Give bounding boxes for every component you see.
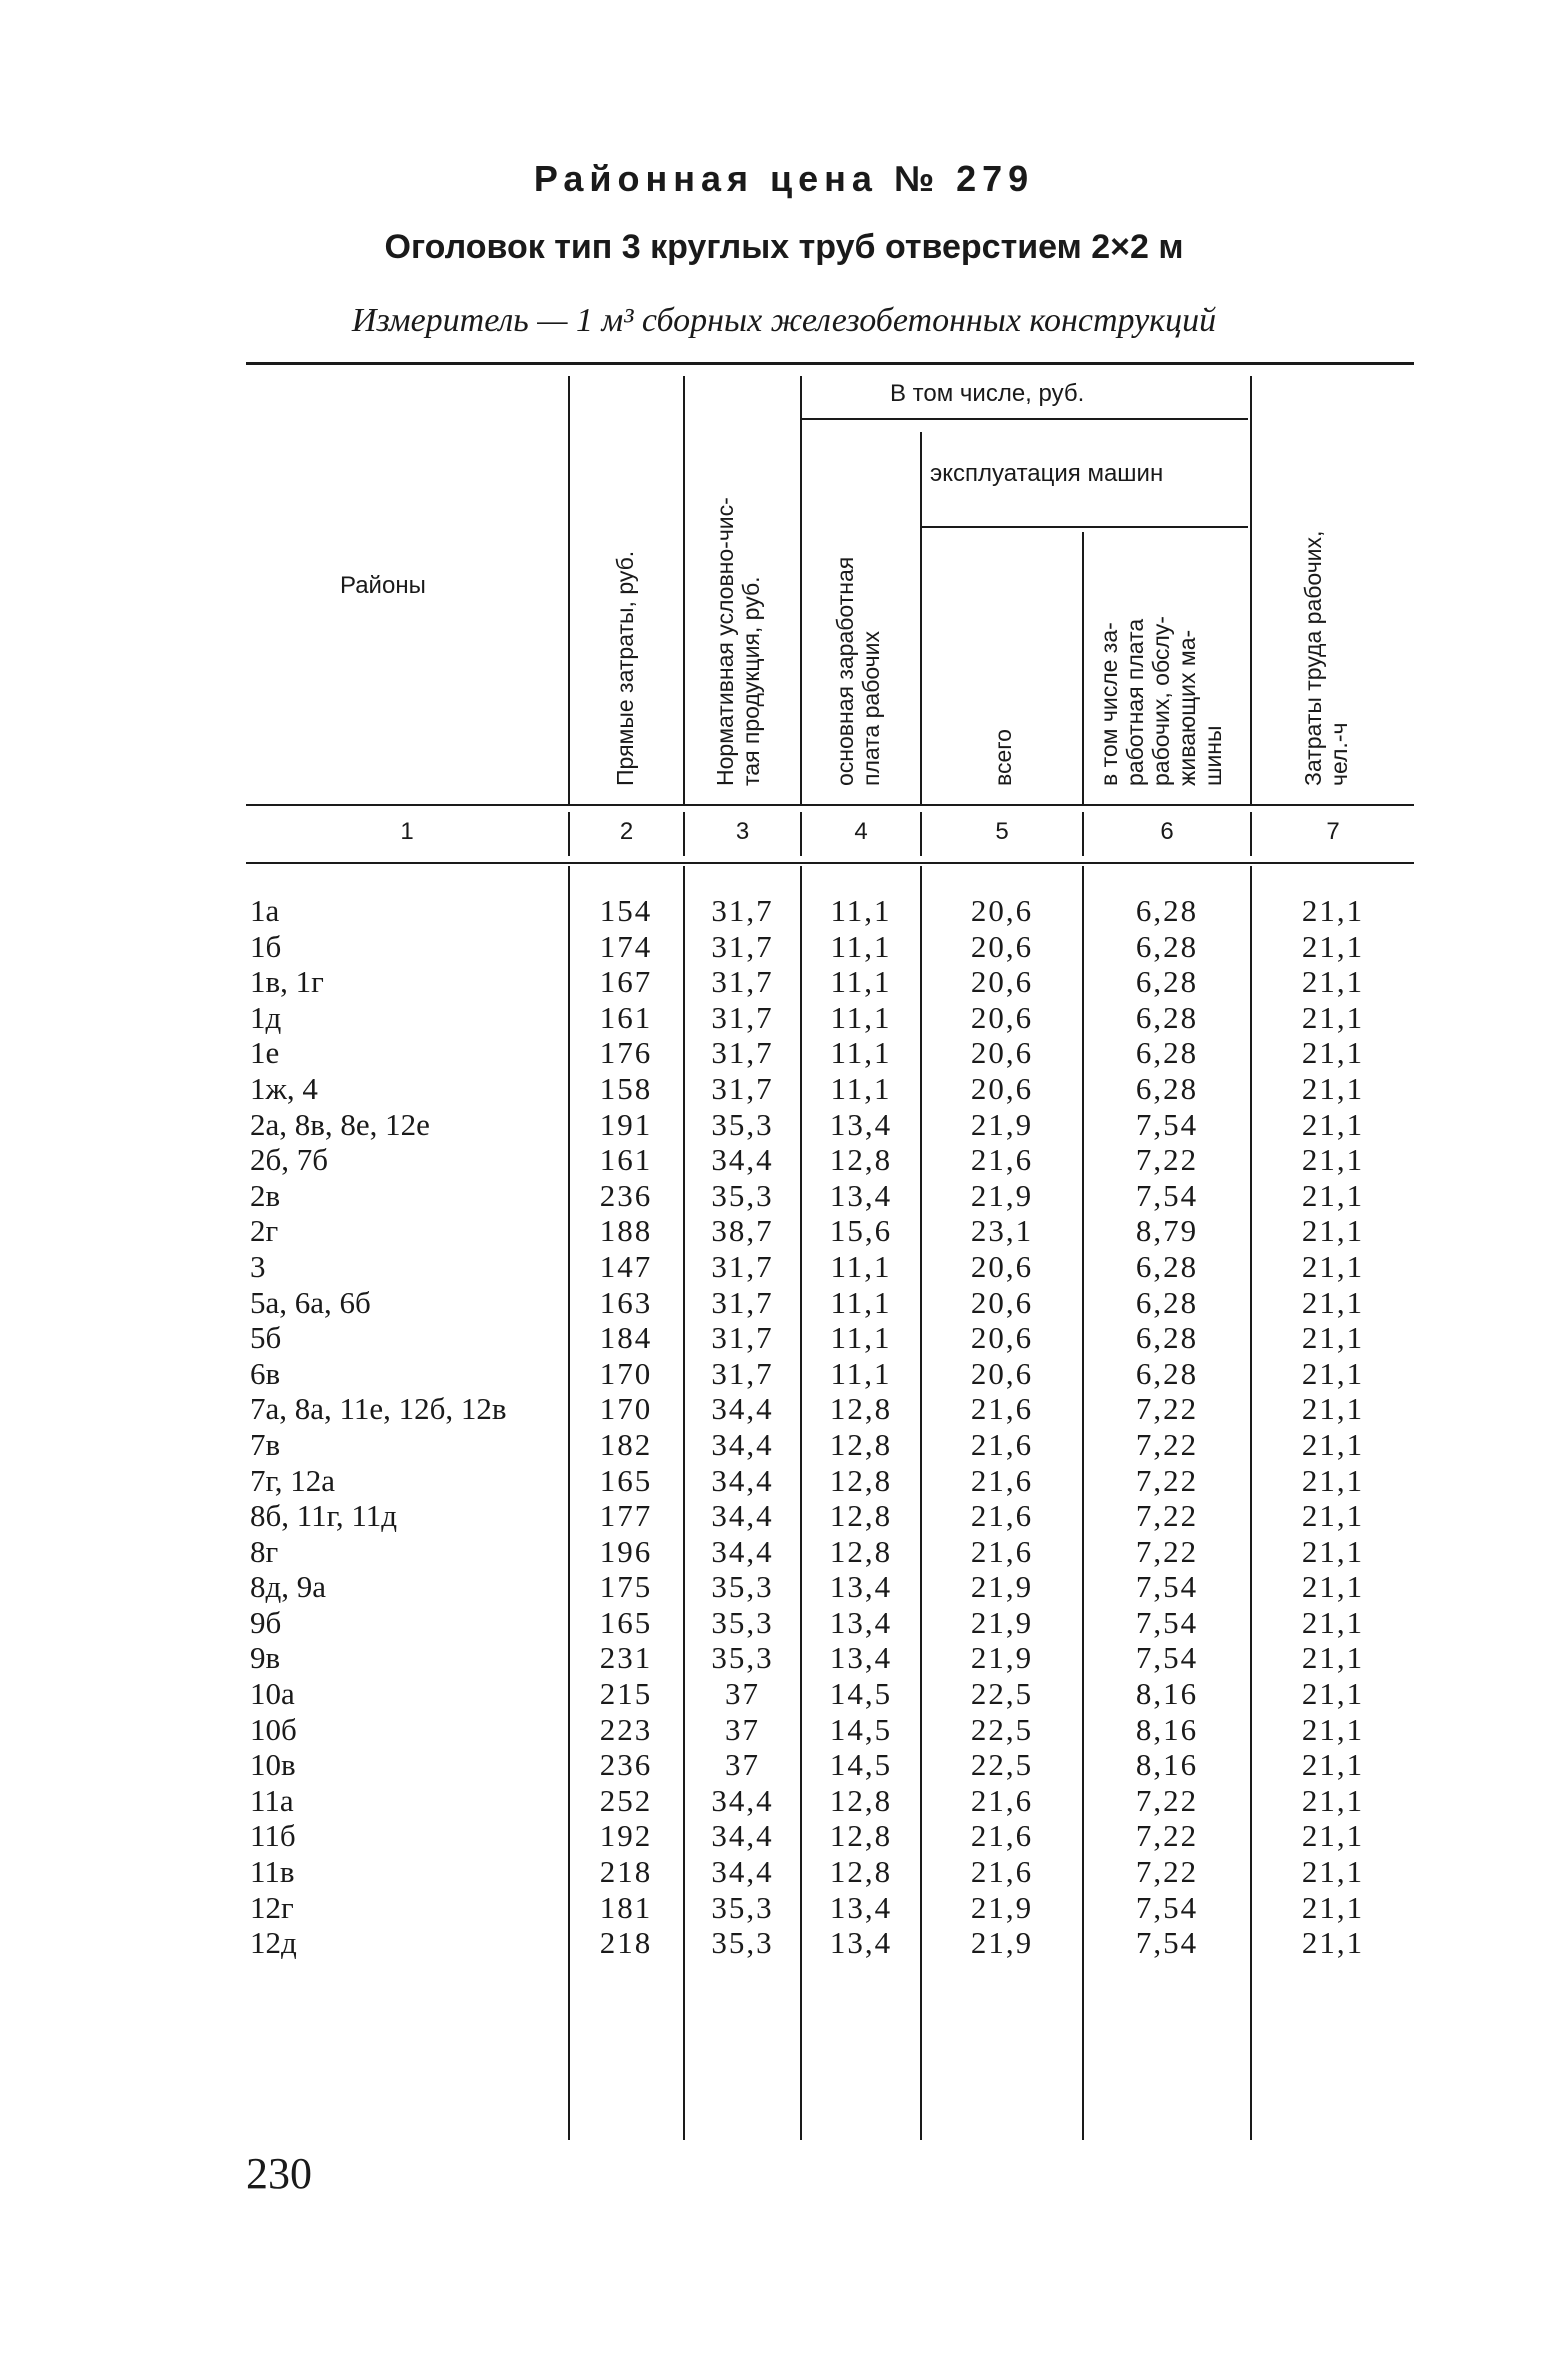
col-divider-6 [1250, 376, 1252, 804]
table-cell: 147 [599, 1248, 653, 1284]
table-cell: 215 [599, 1676, 653, 1712]
table-cell: 31,7 [711, 928, 774, 964]
table-cell: 21,9 [970, 1889, 1034, 1925]
table-cell: 20,6 [970, 1355, 1034, 1391]
table-cell: 231 [599, 1640, 653, 1676]
header-machines-wages: в том числе за- работная плата рабочих, обслу- живающих ма- шины [1096, 616, 1226, 786]
table-cell: 7г, 12а [250, 1462, 335, 1498]
regions-column [250, 893, 568, 1961]
table-cell: 20,6 [970, 928, 1034, 964]
table-cell: 34,4 [711, 1818, 774, 1854]
table-cell: 23,1 [970, 1213, 1034, 1249]
table-cell: 20,6 [970, 1035, 1034, 1071]
table-cell: 12,8 [829, 1426, 893, 1462]
col-number-6: 6 [1160, 818, 1174, 845]
table-cell: 21,1 [1301, 1106, 1365, 1142]
table-cell: 21,6 [970, 1782, 1034, 1818]
table-cell: 21,1 [1301, 1426, 1365, 1462]
table-cell: 31,7 [711, 1035, 774, 1071]
table-cell: 21,1 [1301, 1854, 1365, 1890]
table-cell: 21,6 [970, 1854, 1034, 1890]
table-cell: 34,4 [711, 1533, 774, 1569]
header-direct-costs: Прямые затраты, руб. [612, 550, 638, 786]
table-cell: 35,3 [711, 1640, 774, 1676]
table-cell: 21,6 [970, 1142, 1034, 1178]
table-cell: 21,9 [970, 1106, 1034, 1142]
table-cell: 38,7 [711, 1213, 774, 1249]
wages-column [802, 893, 920, 1961]
table-cell: 21,1 [1301, 928, 1365, 964]
table-cell: 11,1 [830, 1248, 892, 1284]
table-cell: 21,1 [1301, 1213, 1365, 1249]
table-cell: 21,1 [1301, 893, 1365, 928]
table-cell: 175 [599, 1569, 653, 1605]
table-cell: 21,1 [1301, 1925, 1365, 1961]
col-divider-2 [683, 376, 685, 804]
table-cell: 37 [725, 1676, 760, 1712]
table-cell: 21,1 [1301, 1533, 1365, 1569]
table-cell: 15,6 [829, 1213, 893, 1249]
table-cell: 21,1 [1301, 1711, 1365, 1747]
col-divider-5 [1082, 532, 1084, 804]
table-cell: 21,1 [1301, 1248, 1365, 1284]
table-cell: 6,28 [1135, 964, 1199, 1000]
table-cell: 11а [250, 1782, 294, 1818]
table-cell: 21,1 [1301, 1676, 1365, 1712]
col-number-4: 4 [854, 818, 868, 845]
table-cell: 31,7 [711, 1070, 774, 1106]
table-cell: 6,28 [1135, 1355, 1199, 1391]
table-cell: 13,4 [829, 1640, 893, 1676]
table-cell: 13,4 [829, 1106, 893, 1142]
table-cell: 21,1 [1301, 1782, 1365, 1818]
table-cell: 35,3 [711, 1604, 774, 1640]
header-normative: Нормативная условно-чис- тая продукция, руб. [712, 497, 764, 786]
table-cell: 21,1 [1301, 964, 1365, 1000]
table-cell: 12,8 [829, 1462, 893, 1498]
table-cell: 12,8 [829, 1854, 893, 1890]
table-cell: 223 [599, 1711, 653, 1747]
header-regions: Районы [340, 572, 426, 599]
table-cell: 5б [250, 1320, 282, 1356]
table-cell: 21,1 [1301, 1320, 1365, 1356]
table-cell: 21,1 [1301, 1391, 1365, 1427]
table-cell: 7в [250, 1426, 281, 1462]
table-cell: 31,7 [711, 1284, 774, 1320]
table-cell: 1е [250, 1035, 280, 1071]
table-cell: 12,8 [829, 1782, 893, 1818]
table-cell: 21,1 [1301, 1640, 1365, 1676]
table-cell: 8б, 11г, 11д [250, 1498, 397, 1534]
table-cell: 31,7 [711, 999, 774, 1035]
table-cell: 21,1 [1301, 1070, 1365, 1106]
table-cell: 236 [599, 1747, 653, 1783]
table-cell: 20,6 [970, 1070, 1034, 1106]
table-cell: 1д [250, 999, 282, 1035]
machines-header-rule [920, 526, 1248, 528]
table-cell: 191 [599, 1106, 653, 1142]
col-number-7: 7 [1326, 818, 1340, 845]
page-number: 230 [246, 2149, 312, 2198]
table-cell: 21,6 [970, 1533, 1034, 1569]
col-divider-4 [920, 432, 922, 804]
table-cell: 9б [250, 1604, 282, 1640]
table-cell: 167 [599, 964, 653, 1000]
table-cell: 21,6 [970, 1426, 1034, 1462]
table-cell: 11в [250, 1854, 295, 1890]
table-cell: 21,1 [1301, 1355, 1365, 1391]
table-cell: 35,3 [711, 1925, 774, 1961]
header-bottom-rule-1 [246, 804, 1414, 806]
table-cell: 31,7 [711, 1248, 774, 1284]
table-cell: 2б, 7б [250, 1142, 329, 1178]
table-cell: 184 [599, 1320, 653, 1356]
col-number-5: 5 [995, 818, 1009, 845]
table-cell: 10б [250, 1711, 297, 1747]
table-cell: 14,5 [829, 1711, 893, 1747]
table-cell: 7а, 8а, 11е, 12б, 12в [250, 1391, 507, 1427]
table-cell: 8,16 [1135, 1747, 1199, 1783]
table-cell: 11,1 [830, 999, 892, 1035]
table-cell: 21,1 [1301, 1498, 1365, 1534]
labor-column [1252, 893, 1414, 1961]
table-cell: 11,1 [830, 1284, 892, 1320]
table-cell: 218 [599, 1854, 653, 1890]
table-cell: 34,4 [711, 1426, 774, 1462]
table-cell: 1в, 1г [250, 964, 324, 1000]
table-cell: 21,6 [970, 1818, 1034, 1854]
table-cell: 21,1 [1301, 1462, 1365, 1498]
group-header-rule [800, 418, 1248, 420]
table-cell: 13,4 [829, 1889, 893, 1925]
machines-wages-column [1084, 893, 1250, 1961]
table-cell: 13,4 [829, 1604, 893, 1640]
table-cell: 7,22 [1135, 1142, 1199, 1178]
table-cell: 161 [599, 999, 653, 1035]
table-cell: 196 [599, 1533, 653, 1569]
table-cell: 6,28 [1135, 928, 1199, 964]
table-cell: 14,5 [829, 1676, 893, 1712]
table-cell: 21,9 [970, 1569, 1034, 1605]
normative-column [685, 893, 800, 1961]
col-number-3: 3 [735, 818, 750, 845]
table-cell: 218 [599, 1925, 653, 1961]
table-cell: 20,6 [970, 1320, 1034, 1356]
table-cell: 181 [599, 1889, 653, 1925]
table-cell: 34,4 [711, 1782, 774, 1818]
table-cell: 6,28 [1135, 999, 1199, 1035]
table-cell: 21,9 [970, 1177, 1034, 1213]
table-cell: 35,3 [711, 1569, 774, 1605]
table-cell: 6,28 [1135, 1070, 1199, 1106]
table-cell: 34,4 [711, 1854, 774, 1890]
table-cell: 11б [250, 1818, 296, 1854]
table-cell: 174 [599, 928, 653, 964]
table-cell: 12,8 [829, 1391, 893, 1427]
table-cell: 7,22 [1135, 1854, 1199, 1890]
table-cell: 21,1 [1301, 1035, 1365, 1071]
table-cell: 11,1 [830, 1035, 892, 1071]
table-cell: 11,1 [830, 964, 892, 1000]
table-cell: 9в [250, 1640, 281, 1676]
table-cell: 11,1 [830, 1070, 892, 1106]
table-cell: 37 [725, 1747, 760, 1783]
table-cell: 31,7 [711, 964, 774, 1000]
table-cell: 165 [599, 1462, 653, 1498]
table-cell: 21,1 [1301, 999, 1365, 1035]
table-cell: 20,6 [970, 893, 1034, 928]
table-cell: 1б [250, 928, 282, 964]
table-cell: 188 [599, 1213, 653, 1249]
table-cell: 7,22 [1135, 1462, 1199, 1498]
table-cell: 12г [250, 1889, 294, 1925]
table-cell: 35,3 [711, 1106, 774, 1142]
table-cell: 7,22 [1135, 1818, 1199, 1854]
table-cell: 2г [250, 1213, 279, 1249]
table-cell: 34,4 [711, 1462, 774, 1498]
table-cell: 182 [599, 1426, 653, 1462]
table-cell: 7,22 [1135, 1391, 1199, 1427]
header-machines: эксплуатация машин [930, 460, 1164, 487]
table-cell: 8,79 [1135, 1213, 1199, 1249]
table-cell: 3 [250, 1248, 266, 1284]
table-cell: 7,54 [1135, 1889, 1199, 1925]
table-cell: 20,6 [970, 1248, 1034, 1284]
table-cell: 11,1 [830, 893, 892, 928]
table-cell: 8д, 9а [250, 1569, 327, 1605]
table-cell: 6,28 [1135, 1284, 1199, 1320]
table-cell: 154 [599, 893, 653, 928]
table-cell: 11,1 [830, 928, 892, 964]
table-cell: 12,8 [829, 1142, 893, 1178]
table-cell: 12,8 [829, 1533, 893, 1569]
table-cell: 37 [725, 1711, 760, 1747]
table-cell: 165 [599, 1604, 653, 1640]
table-cell: 11,1 [830, 1355, 892, 1391]
table-cell: 21,9 [970, 1604, 1034, 1640]
table-cell: 8,16 [1135, 1711, 1199, 1747]
table-cell: 20,6 [970, 964, 1034, 1000]
table-cell: 6,28 [1135, 1248, 1199, 1284]
table-cell: 21,6 [970, 1391, 1034, 1427]
table-cell: 5а, 6а, 6б [250, 1284, 371, 1320]
table-cell: 35,3 [711, 1889, 774, 1925]
table-cell: 177 [599, 1498, 653, 1534]
header-group: В том числе, руб. [890, 380, 1085, 407]
table-cell: 22,5 [970, 1747, 1034, 1783]
table-cell: 12д [250, 1925, 297, 1961]
table-cell: 8,16 [1135, 1676, 1199, 1712]
col-divider-3 [800, 376, 802, 804]
table-cell: 31,7 [711, 1355, 774, 1391]
table-cell: 31,7 [711, 893, 774, 928]
table-cell: 163 [599, 1284, 653, 1320]
table-cell: 6,28 [1135, 893, 1199, 928]
body-divider-1 [568, 866, 570, 2140]
direct-costs-column [572, 893, 680, 1961]
table-cell: 21,1 [1301, 1177, 1365, 1213]
table-cell: 236 [599, 1177, 653, 1213]
table-cell: 158 [599, 1070, 653, 1106]
header-machines-total: всего [990, 729, 1016, 786]
table-cell: 35,3 [711, 1177, 774, 1213]
table-cell: 6в [250, 1355, 281, 1391]
measure-unit: Измеритель — 1 м³ сборных железобетонных конструкций [351, 302, 1217, 339]
table-cell: 34,4 [711, 1142, 774, 1178]
table-cell: 21,6 [970, 1498, 1034, 1534]
table-cell: 13,4 [829, 1569, 893, 1605]
table-cell: 7,54 [1135, 1569, 1199, 1605]
table-cell: 13,4 [829, 1925, 893, 1961]
table-cell: 7,54 [1135, 1604, 1199, 1640]
table-cell: 161 [599, 1142, 653, 1178]
table-cell: 7,54 [1135, 1106, 1199, 1142]
table-cell: 7,22 [1135, 1498, 1199, 1534]
table-cell: 21,9 [970, 1925, 1034, 1961]
table-cell: 20,6 [970, 999, 1034, 1035]
table-cell: 11,1 [830, 1320, 892, 1356]
table-top-rule [246, 362, 1414, 365]
table-cell: 20,6 [970, 1284, 1034, 1320]
table-cell: 170 [599, 1355, 653, 1391]
table-cell: 21,1 [1301, 1569, 1365, 1605]
table-cell: 7,54 [1135, 1640, 1199, 1676]
page-title: Районная цена № 279 [533, 158, 1035, 199]
table-cell: 8г [250, 1533, 279, 1569]
table-cell: 7,54 [1135, 1177, 1199, 1213]
table-cell: 7,54 [1135, 1925, 1199, 1961]
table-cell: 34,4 [711, 1391, 774, 1427]
header-wages: основная заработная плата рабочих [832, 556, 884, 786]
table-cell: 252 [599, 1782, 653, 1818]
table-cell: 10в [250, 1747, 296, 1783]
table-cell: 13,4 [829, 1177, 893, 1213]
table-cell: 2в [250, 1177, 281, 1213]
table-cell: 6,28 [1135, 1320, 1199, 1356]
col-number-1: 1 [400, 818, 414, 845]
table-cell: 1а [250, 893, 280, 928]
table-cell: 6,28 [1135, 1035, 1199, 1071]
table-cell: 1ж, 4 [250, 1070, 318, 1106]
col-divider-1 [568, 376, 570, 804]
table-cell: 2а, 8в, 8е, 12е [250, 1106, 430, 1142]
table-cell: 12,8 [829, 1818, 893, 1854]
table-cell: 21,1 [1301, 1747, 1365, 1783]
table-cell: 22,5 [970, 1676, 1034, 1712]
table-cell: 12,8 [829, 1498, 893, 1534]
machines-total-column [922, 893, 1082, 1961]
table-cell: 14,5 [829, 1747, 893, 1783]
table-cell: 7,22 [1135, 1782, 1199, 1818]
table-cell: 170 [599, 1391, 653, 1427]
table-cell: 31,7 [711, 1320, 774, 1356]
table-cell: 176 [599, 1035, 653, 1071]
col-number-2: 2 [619, 818, 634, 845]
table-cell: 21,1 [1301, 1818, 1365, 1854]
header-bottom-rule-2 [246, 862, 1414, 864]
table-cell: 34,4 [711, 1498, 774, 1534]
table-cell: 21,1 [1301, 1604, 1365, 1640]
table-cell: 7,22 [1135, 1533, 1199, 1569]
table-cell: 10а [250, 1676, 295, 1712]
table-cell: 21,9 [970, 1640, 1034, 1676]
table-cell: 192 [599, 1818, 653, 1854]
table-cell: 7,22 [1135, 1426, 1199, 1462]
table-cell: 21,1 [1301, 1142, 1365, 1178]
table-cell: 21,1 [1301, 1284, 1365, 1320]
page-subtitle: Оголовок тип 3 круглых труб отверстием 2×2 м [384, 228, 1184, 266]
table-cell: 22,5 [970, 1711, 1034, 1747]
table-cell: 21,1 [1301, 1889, 1365, 1925]
header-labor: Затраты труда рабочих, чел.-ч [1300, 530, 1352, 786]
table-cell: 21,6 [970, 1462, 1034, 1498]
